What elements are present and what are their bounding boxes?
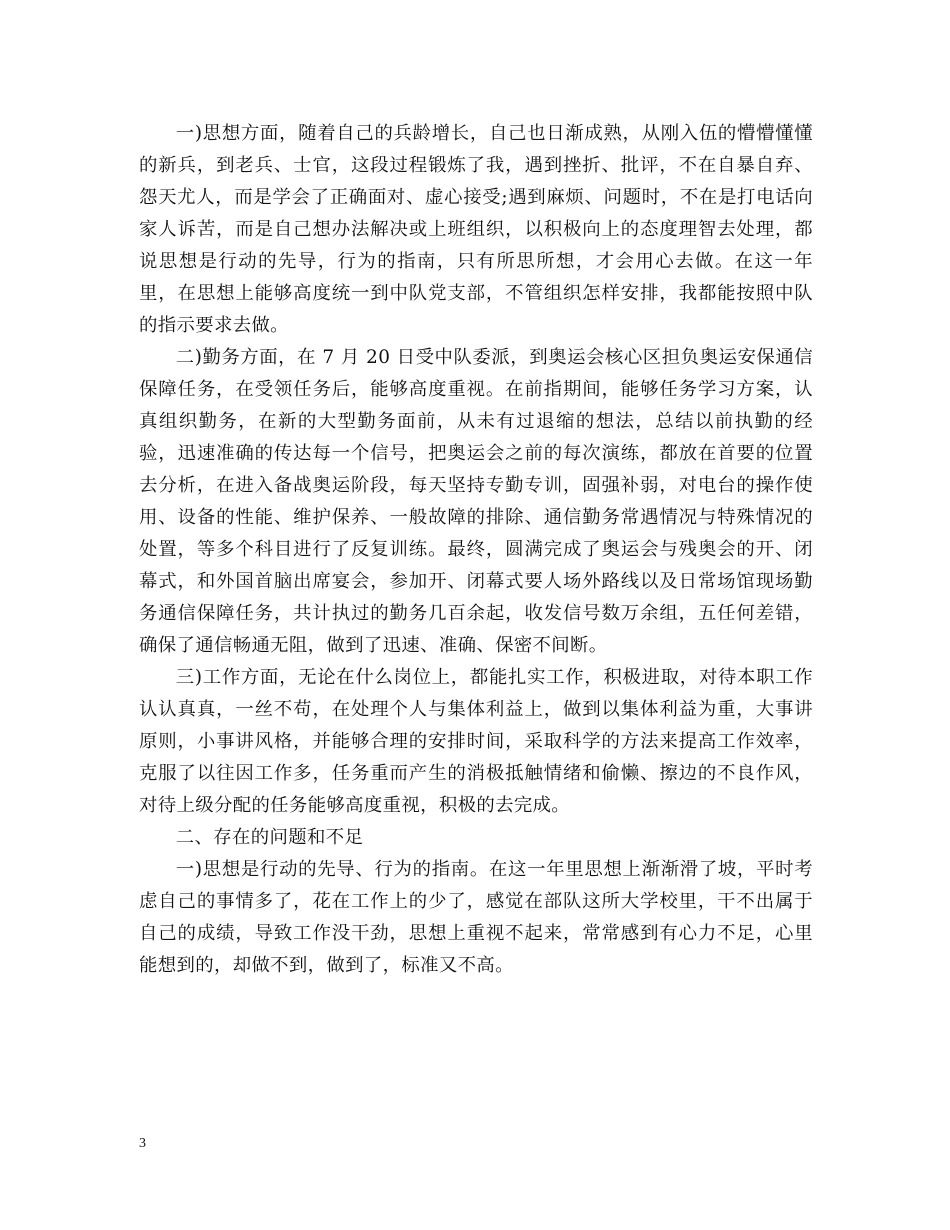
section-heading-problems: 二、存在的问题和不足 xyxy=(175,827,364,848)
paragraph-thought: 一)思想方面，随着自己的兵龄增长，自己也日渐成熟，从刚入伍的懵懵懂懂的新兵，到老兵、士官，这段过程锻炼了我，遇到挫折、批评，不在自暴自弃、怨天尤人，而是学会了正确面对、虚心接受;遇到麻烦、问题时，不在是打电话向家人诉苦，而是自己想办法解决或上班组织，以积极向上的态度理智去处理，都说思想是行动的先导，行为的指南，只有所思所想，才会用心去做。在这一年里，在思想上能够高度统一到中队党支部，不管组织怎样安排，我都能按照中队的指示要求去做。 xyxy=(139,123,813,336)
paragraph-work: 三)工作方面，无论在什么岗位上，都能扎实工作，积极进取，对待本职工作认认真真，一丝不苟，在处理个人与集体利益上，做到以集体利益为重，大事讲原则，小事讲风格，并能够合理的安排时间，采取科学的方法来提高工作效率，克服了以往因工作多，任务重而产生的消极抵触情绪和偷懒、擦边的不良作风，对待上级分配的任务能够高度重视，积极的去完成。 xyxy=(139,667,813,816)
paragraph-duty: 二)勤务方面，在 7 月 20 日受中队委派，到奥运会核心区担负奥运安保通信保障任务，在受领任务后，能够高度重视。在前指期间，能够任务学习方案，认真组织勤务，在新的大型勤务面前，从未有过退缩的想法，总结以前执勤的经验，迅速准确的传达每一个信号，把奥运会之前的每次演练，都放在首要的位置去分析，在进入备战奥运阶段，每天坚持专勤专训，固强补弱，对电台的操作使用、设备的性能、维护保养、一般故障的排除、通信勤务常遇情况与特殊情况的处置，等多个科目进行了反复训练。最终，圆满完成了奥运会与残奥会的开、闭幕式，和外国首脑出席宴会，参加开、闭幕式要人场外路线以及日常场馆现场勤务通信保障任务，共计执过的勤务几百余起，收发信号数万余组，五任何差错，确保了通信畅通无阻，做到了迅速、准确、保密不间断。 xyxy=(139,347,813,656)
page-number: 3 xyxy=(139,1136,146,1151)
paragraph-problem-thought: 一)思想是行动的先导、行为的指南。在这一年里思想上渐渐滑了坡，平时考虑自己的事情多了，花在工作上的少了，感觉在部队这所大学校里，干不出属于自己的成绩，导致工作没干劲，思想上重视不起来，常常感到有心力不足，心里能想到的，却做不到，做到了，标准又不高。 xyxy=(139,859,813,976)
document-body xyxy=(139,118,813,982)
